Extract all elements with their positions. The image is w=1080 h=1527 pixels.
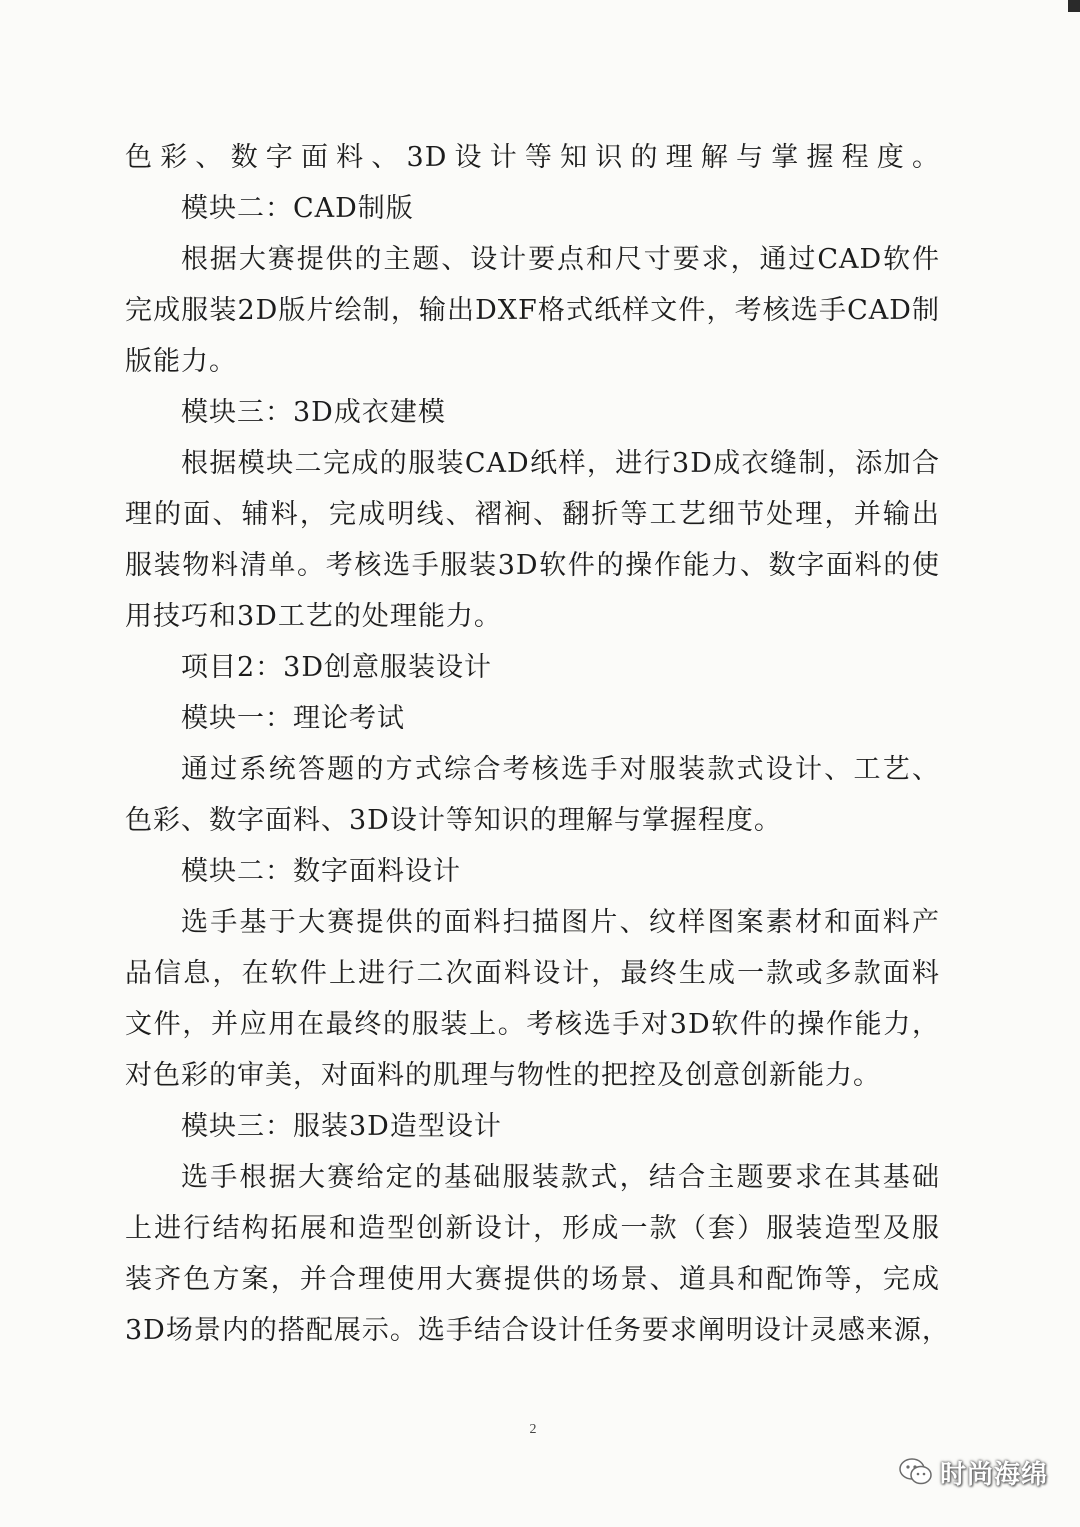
watermark-account-name: 时尚海绵	[940, 1459, 1049, 1490]
scan-edge-mark	[1068, 0, 1080, 12]
text-line: 版能力。	[125, 346, 237, 377]
text-line: 根据模块二完成的服装CAD纸样，进行3D成衣缝制，添加合	[181, 448, 940, 479]
section-heading: 模块二：数字面料设计	[181, 856, 461, 887]
text-line: 装齐色方案，并合理使用大赛提供的场景、道具和配饰等，完成	[125, 1264, 940, 1295]
watermark	[898, 1452, 1048, 1492]
text-line: 通过系统答题的方式综合考核选手对服装款式设计、工艺、	[181, 754, 940, 785]
text-line: 选手根据大赛给定的基础服装款式，结合主题要求在其基础	[181, 1162, 940, 1193]
section-heading: 模块一：理论考试	[181, 703, 405, 734]
section-heading: 模块二：CAD制版	[181, 193, 414, 224]
text-line: 根据大赛提供的主题、设计要点和尺寸要求，通过CAD软件	[181, 244, 940, 275]
text-line: 选手基于大赛提供的面料扫描图片、纹样图案素材和面料产	[181, 907, 940, 938]
project-heading: 项目2：3D创意服装设计	[181, 652, 493, 683]
text-line: 对色彩的审美，对面料的肌理与物性的把控及创意创新能力。	[125, 1060, 881, 1091]
text-line: 上进行结构拓展和造型创新设计，形成一款（套）服装造型及服	[125, 1213, 940, 1244]
text-line: 3D场景内的搭配展示。选手结合设计任务要求阐明设计灵感来源，	[125, 1315, 950, 1346]
wechat-icon	[898, 1457, 934, 1487]
text-line: 服装物料清单。考核选手服装3D软件的操作能力、数字面料的使	[125, 550, 940, 581]
page-number: 2	[529, 1422, 537, 1437]
text-line: 色彩、数字面料、3D设计等知识的理解与掌握程度。	[125, 805, 782, 836]
text-line: 完成服装2D版片绘制，输出DXF格式纸样文件，考核选手CAD制	[125, 295, 940, 326]
text-line: 理的面、辅料，完成明线、褶裥、翻折等工艺细节处理，并输出	[125, 499, 940, 530]
text-line: 色彩、数字面料、3D设计等知识的理解与掌握程度。	[125, 142, 940, 173]
text-line: 用技巧和3D工艺的处理能力。	[125, 601, 502, 632]
section-heading: 模块三：3D成衣建模	[181, 397, 446, 428]
text-line: 品信息，在软件上进行二次面料设计，最终生成一款或多款面料	[125, 958, 940, 989]
section-heading: 模块三：服装3D造型设计	[181, 1111, 502, 1142]
text-line: 文件，并应用在最终的服装上。考核选手对3D软件的操作能力，	[125, 1009, 940, 1040]
